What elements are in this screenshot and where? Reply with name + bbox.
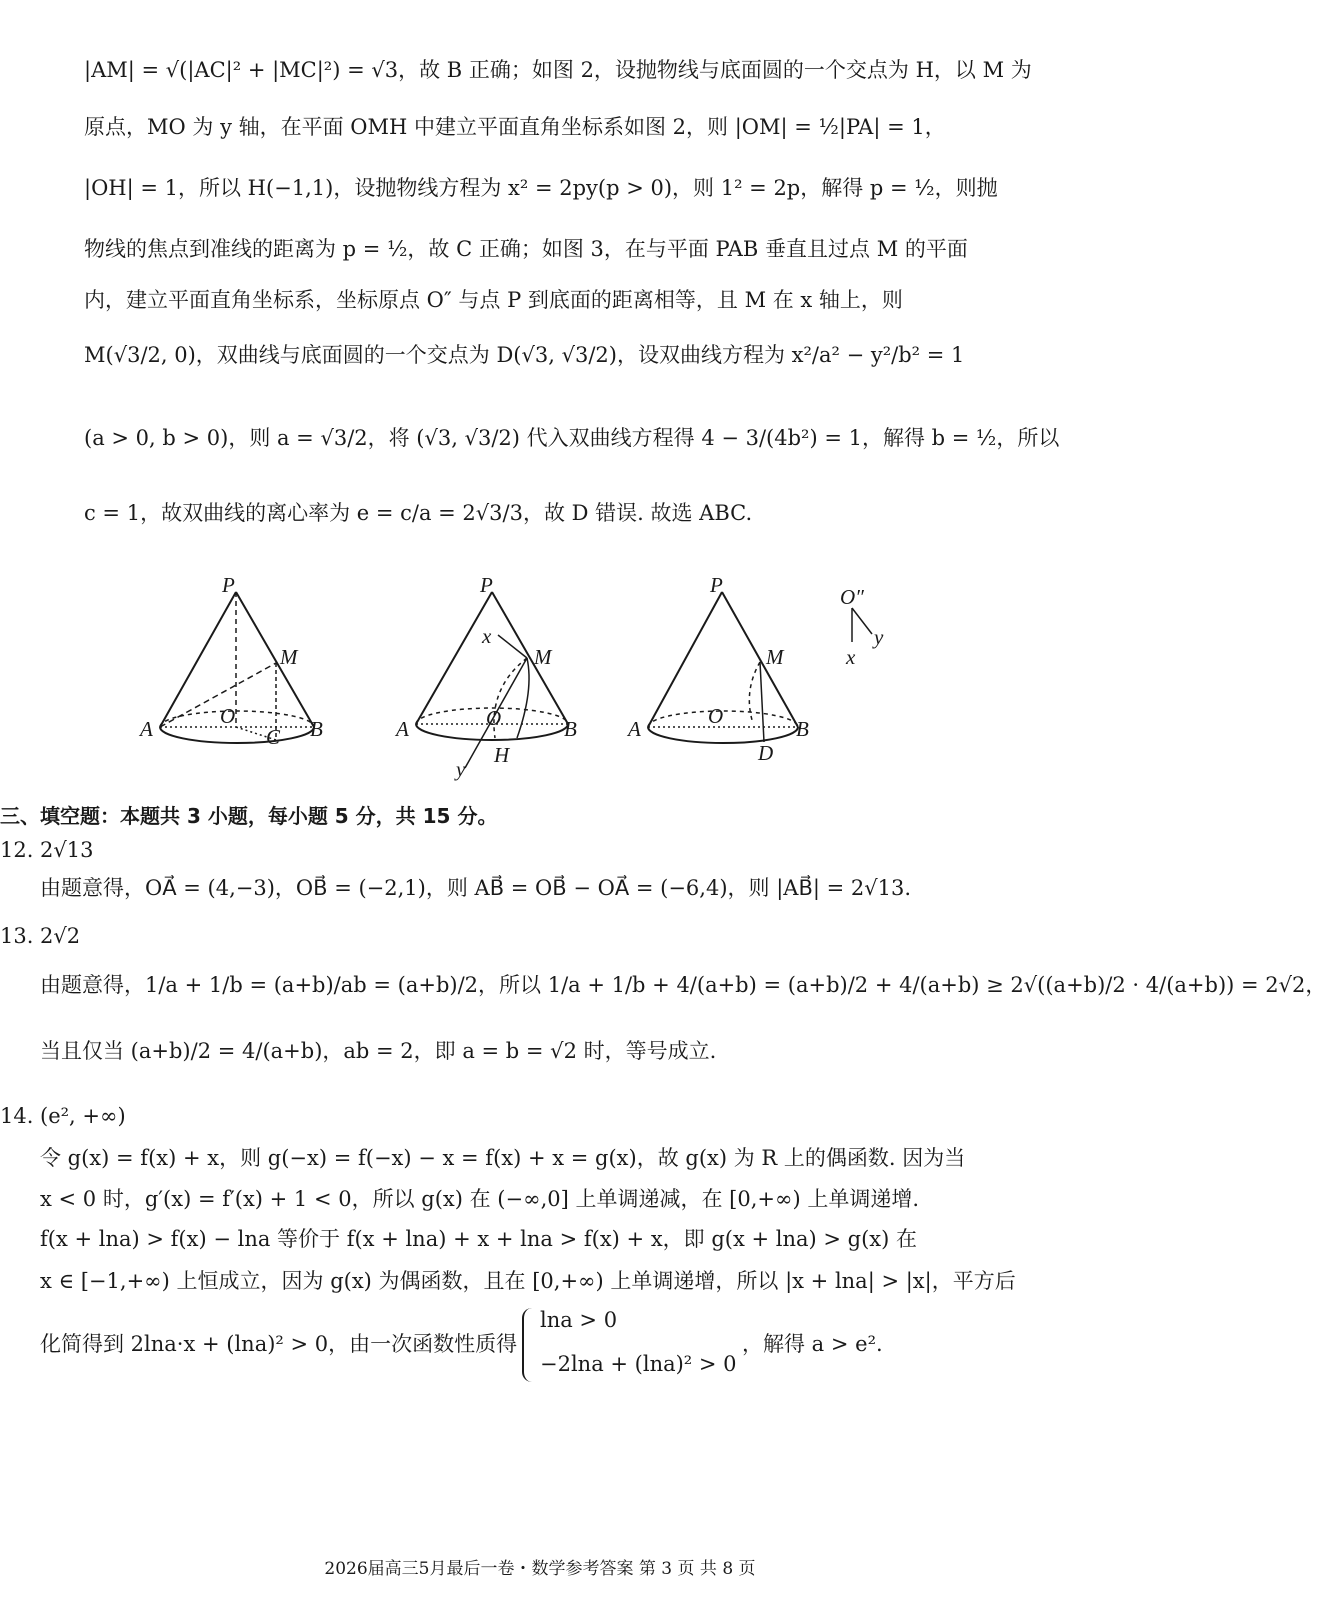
- fig1-label-a: A: [140, 717, 153, 741]
- q14-system-eq-1: lna > 0: [540, 1308, 618, 1332]
- axes-label-x: x: [846, 645, 856, 669]
- solution-line-4: 物线的焦点到准线的距离为 p = ½，故 C 正确；如图 3，在与平面 PAB 垂直且过点 M 的平面: [84, 237, 968, 261]
- q13-solution-2: 当且仅当 (a+b)/2 = 4/(a+b)，ab = 2，即 a = b = √2 时，等号成立.: [40, 1039, 717, 1063]
- solution-line-7: (a > 0, b > 0)，则 a = √3/2，将 (√3, √3/2) 代入双曲线方程得 4 − 3/(4b²) = 1，解得 b = ½，所以: [84, 426, 1060, 450]
- q14-line-1: 令 g(x) = f(x) + x，则 g(−x) = f(−x) − x = f(x) + x = g(x)，故 g(x) 为 R 上的偶函数. 因为当: [40, 1146, 966, 1170]
- solution-line-3: |OH| = 1，所以 H(−1,1)，设抛物线方程为 x² = 2py(p > 0)，则 1² = 2p，解得 p = ½，则抛: [84, 176, 998, 200]
- q13-number: 13.: [0, 924, 34, 948]
- fig3-label-b: B: [796, 717, 809, 741]
- axes-label-y: y: [874, 625, 884, 649]
- q13-solution-1: 由题意得，1/a + 1/b = (a+b)/ab = (a+b)/2，所以 1/a + 1/b + 4/(a+b) = (a+b)/2 + 4/(a+b) ≥ 2√((a+b)/2 · 4/(a+b)) = 2√2，: [40, 973, 1326, 997]
- fig1-label-b: B: [310, 717, 323, 741]
- axes-label-o: O″: [840, 585, 864, 609]
- fig3-label-o: O: [708, 704, 724, 728]
- q14-answer: (e², +∞): [40, 1104, 126, 1128]
- fig1-label-o: O: [220, 704, 236, 728]
- figure-2: [394, 573, 577, 781]
- fig3-label-m: M: [766, 645, 784, 669]
- solution-line-5: 内，建立平面直角坐标系，坐标原点 O″ 与点 P 到底面的距离相等，且 M 在 x 轴上，则: [84, 288, 903, 312]
- cone-figures: [0, 570, 1080, 790]
- q14-line-2: x < 0 时，g′(x) = f′(x) + 1 < 0，所以 g(x) 在 (−∞,0] 上单调递减，在 [0,+∞) 上单调递增.: [40, 1187, 920, 1211]
- axes-diagram: [840, 585, 884, 669]
- fig1-label-c: C: [266, 725, 281, 749]
- fig2-label-h: H: [494, 743, 510, 767]
- fig1-label-m: M: [280, 645, 298, 669]
- q14-line-5a: 化简得到 2lna·x + (lna)² > 0，由一次函数性质得: [40, 1332, 518, 1356]
- q14-system-brace: [522, 1308, 534, 1382]
- fig2-label-m: M: [534, 645, 552, 669]
- q14-number: 14.: [0, 1104, 34, 1128]
- page-footer: 2026届高三5月最后一卷・数学参考答案 第 3 页 共 8 页: [324, 1559, 756, 1579]
- figure-1: [138, 573, 323, 749]
- q12-solution: 由题意得，OA⃗ = (4,−3)，OB⃗ = (−2,1)，则 AB⃗ = OB⃗ − OA⃗ = (−6,4)，则 |AB⃗| = 2√13.: [40, 876, 912, 900]
- q12-answer: 2√13: [40, 838, 94, 862]
- solution-line-2: 原点，MO 为 y 轴，在平面 OMH 中建立平面直角坐标系如图 2，则 |OM| = ½|PA| = 1，: [84, 115, 946, 139]
- fig1-label-p: P: [222, 573, 235, 597]
- solution-line-8: c = 1，故双曲线的离心率为 e = c/a = 2√3/3，故 D 错误. 故选 ABC.: [84, 501, 753, 525]
- fig2-label-a: A: [396, 717, 409, 741]
- fig3-label-a: A: [628, 717, 641, 741]
- q14-line-4: x ∈ [−1,+∞) 上恒成立，因为 g(x) 为偶函数，且在 [0,+∞) 上单调递增，所以 |x + lna| > |x|，平方后: [40, 1269, 1016, 1293]
- q13-answer: 2√2: [40, 924, 81, 948]
- q14-system-eq-2: −2lna + (lna)² > 0: [540, 1352, 737, 1376]
- q14-line-3: f(x + lna) > f(x) − lna 等价于 f(x + lna) + x + lna > f(x) + x，即 g(x + lna) > g(x) 在: [40, 1227, 918, 1251]
- fig3-label-d: D: [758, 741, 774, 765]
- solution-line-1: |AM| = √(|AC|² + |MC|²) = √3，故 B 正确；如图 2，设抛物线与底面圆的一个交点为 H，以 M 为: [84, 58, 1032, 82]
- q14-line-5b: ，解得 a > e².: [742, 1332, 883, 1356]
- fig2-label-x: x: [482, 624, 492, 648]
- q12-number: 12.: [0, 838, 34, 862]
- solution-line-6: M(√3/2, 0)，双曲线与底面圆的一个交点为 D(√3, √3/2)，设双曲线方程为 x²/a² − y²/b² = 1: [84, 343, 965, 367]
- fig2-label-b: B: [564, 717, 577, 741]
- fig2-label-o: O: [486, 706, 502, 730]
- fig3-label-p: P: [710, 573, 723, 597]
- section-heading: 三、填空题：本题共 3 小题，每小题 5 分，共 15 分。: [0, 804, 498, 828]
- fig2-label-y: y: [456, 757, 466, 781]
- fig2-label-p: P: [480, 573, 493, 597]
- figure-3: [626, 573, 809, 765]
